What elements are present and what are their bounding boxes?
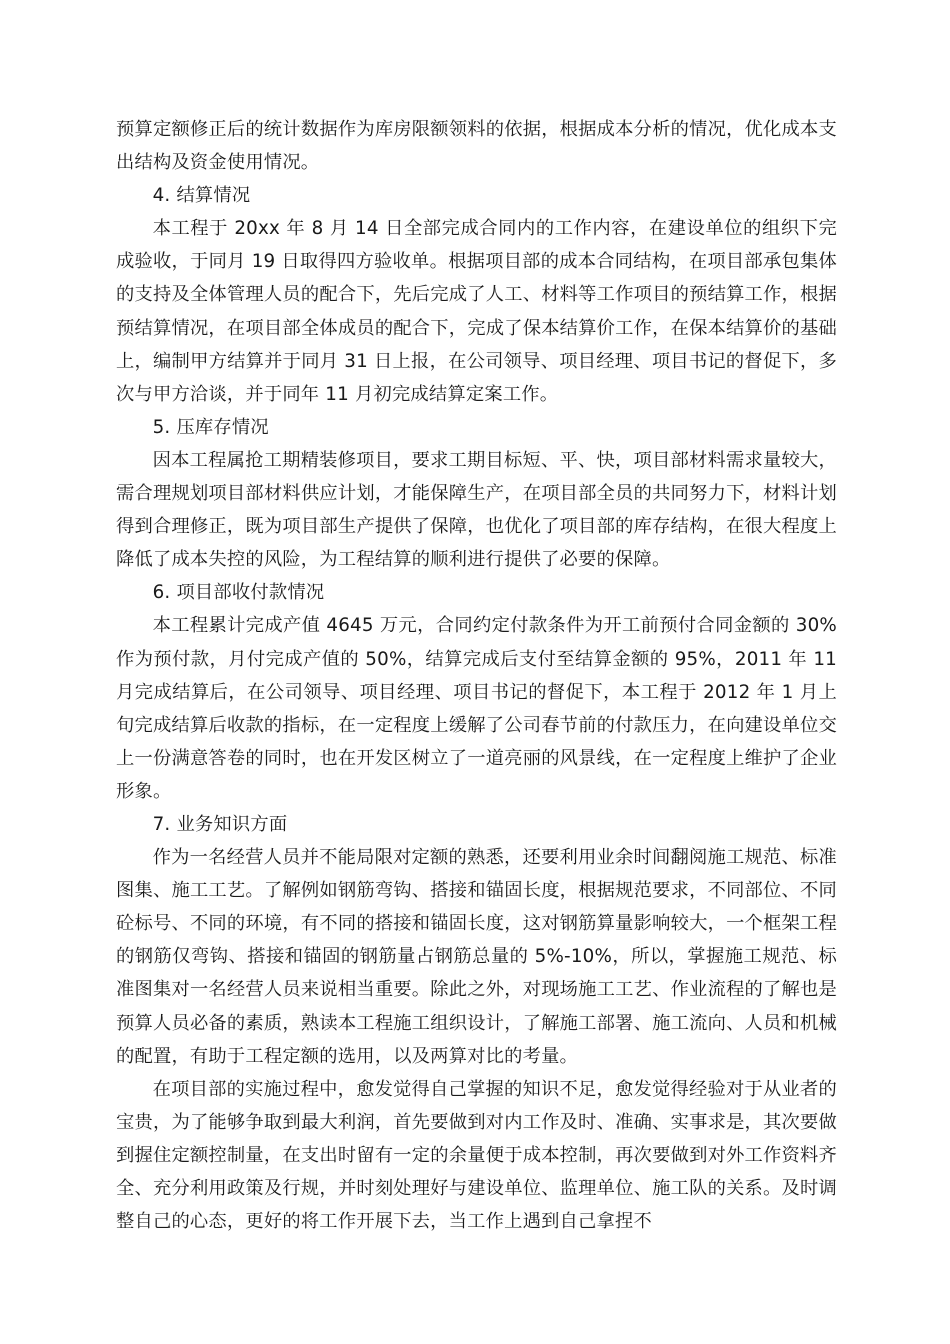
document-body — [116, 113, 837, 1238]
section-heading-payments: 6. 项目部收付款情况 — [152, 582, 325, 604]
section-heading-inventory: 5. 压库存情况 — [152, 416, 269, 438]
paragraph-settlement: 本工程于 20xx 年 8 月 14 日全部完成合同内的工作内容，在建设单位的组织下完成验收，于同月 19 日取得四方验收单。根据项目部的成本合同结构，在项目部承包集体的支持及全体管理人员的配合下，先后完成了人工、材料等工作项目的预结算工作，根据预结算情况，在项目部全体成员的配合下，完成了保本结算价工作，在保本结算价的基础上，编制甲方结算并于同月 31 日上报，在公司领导、项目经理、项目书记的督促下，多次与甲方洽谈，并于同年 11 月初完成结算定案工作。 — [116, 218, 837, 405]
paragraph-reflection: 在项目部的实施过程中，愈发觉得自己掌握的知识不足，愈发觉得经验对于从业者的宝贵，为了能够争取到最大利润，首先要做到对内工作及时、准确、实事求是，其次要做到握住定额控制量，在支出时留有一定的余量便于成本控制，再次要做到对外工作资料齐全、充分利用政策及行规，并时刻处理好与建设单位、监理单位、施工队的关系。及时调整自己的心态，更好的将工作开展下去，当工作上遇到自己拿捏不 — [116, 1078, 837, 1233]
paragraph-payments: 本工程累计完成产值 4645 万元，合同约定付款条件为开工前预付合同金额的 30%作为预付款，月付完成产值的 50%，结算完成后支付至结算金额的 95%，2011 年 11 月完成结算后，在公司领导、项目经理、项目书记的督促下，本工程于 2012 年 1 月上旬完成结算后收款的指标，在一定程度上缓解了公司春节前的付款压力，在向建设单位交上一份满意答卷的同时，也在开发区树立了一道亮丽的风景线，在一定程度上维护了企业形象。 — [116, 615, 837, 802]
section-heading-settlement: 4. 结算情况 — [152, 185, 251, 207]
paragraph-knowledge: 作为一名经营人员并不能局限对定额的熟悉，还要利用业余时间翻阅施工规范、标准图集、施工工艺。了解例如钢筋弯钩、搭接和锚固长度，根据规范要求，不同部位、不同砼标号、不同的环境，有不同的搭接和锚固长度，这对钢筋算量影响较大，一个框架工程的钢筋仅弯钩、搭接和锚固的钢筋量占钢筋总量的 5%-10%，所以，掌握施工规范、标准图集对一名经营人员来说相当重要。除此之外，对现场施工工艺、作业流程的了解也是预算人员必备的素质，熟读本工程施工组织设计，了解施工部署、施工流向、人员和机械的配置，有助于工程定额的选用，以及两算对比的考量。 — [116, 847, 837, 1067]
section-heading-knowledge: 7. 业务知识方面 — [152, 813, 288, 835]
paragraph-cost-analysis-continued: 预算定额修正后的统计数据作为库房限额领料的依据，根据成本分析的情况，优化成本支出结构及资金使用情况。 — [116, 119, 837, 174]
paragraph-inventory: 因本工程属抢工期精装修项目，要求工期目标短、平、快，项目部材料需求量较大，需合理规划项目部材料供应计划，才能保障生产，在项目部全员的共同努力下，材料计划得到合理修正，既为项目部生产提供了保障，也优化了项目部的库存结构，在很大程度上降低了成本失控的风险，为工程结算的顺利进行提供了必要的保障。 — [116, 449, 837, 571]
